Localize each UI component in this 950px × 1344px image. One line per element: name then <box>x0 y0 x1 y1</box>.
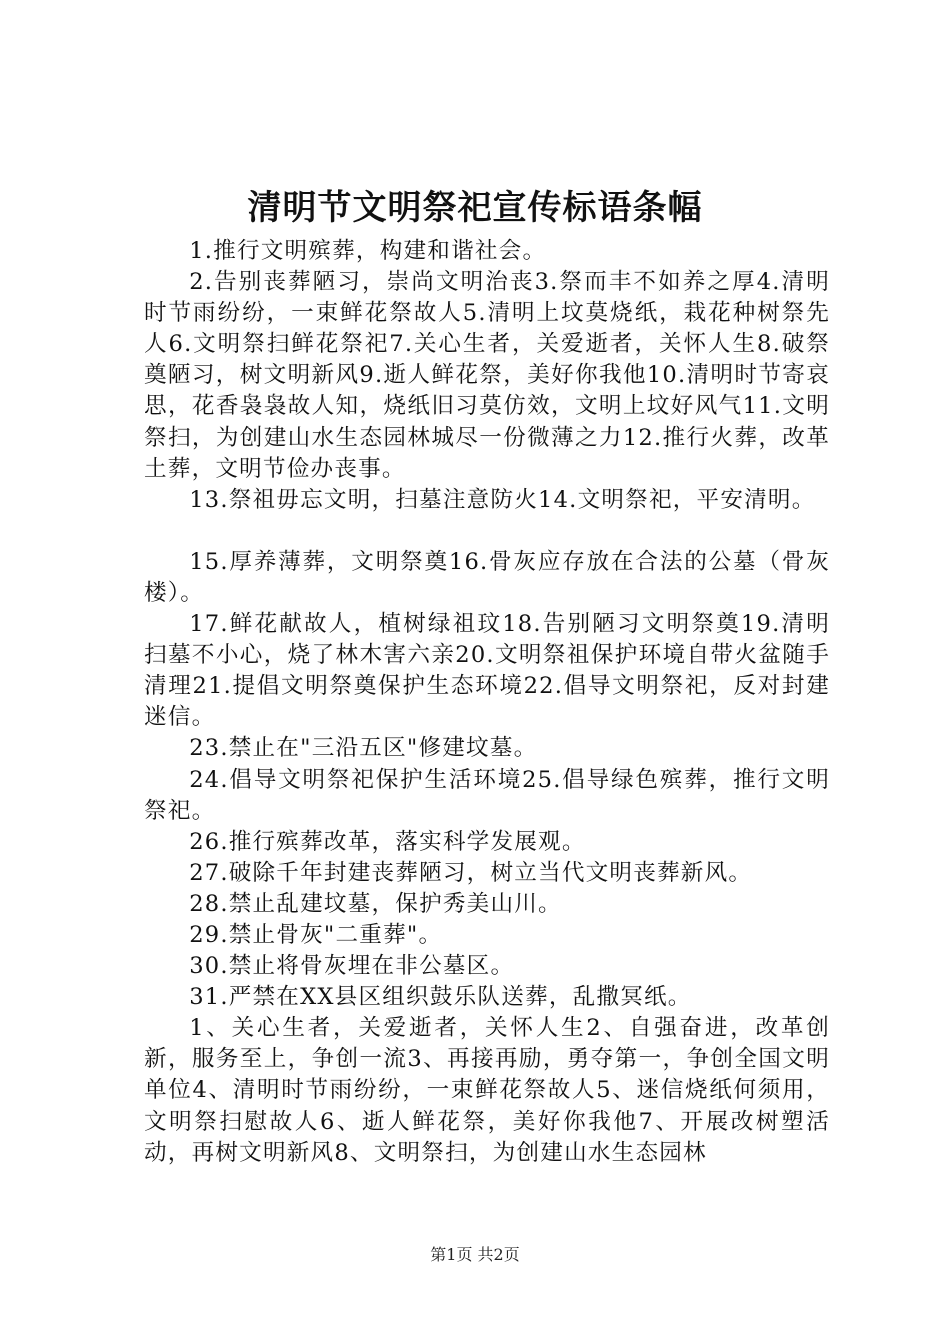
paragraph-1: 1.推行文明殡葬，构建和谐社会。 <box>189 238 547 264</box>
document-body <box>144 236 830 1169</box>
paragraph-14: 1、关心生者，关爱逝者，关怀人生2、自强奋进，改革创新，服务至上，争创一流3、再接再励，勇夺第一，争创全国文明单位4、清明时节雨纷纷，一束鲜花祭故人5、迷信烧纸何须用，文明祭扫慰故人6、逝人鲜花祭，美好你我他7、开展改树塑活动，再树文明新风8、文明祭扫，为创建山水生态园林 <box>144 1015 830 1166</box>
paragraph-5: 17.鲜花献故人，植树绿祖玟18.告别陋习文明祭奠19.清明扫墓不小心，烧了林木害六亲20.文明祭祖保护环境自带火盆随手清理21.提倡文明祭奠保护生态环境22.倡导文明祭祀，反对封建迷信。 <box>144 611 830 731</box>
page-footer: 第1页 共2页 <box>430 1245 520 1264</box>
paragraph-9: 27.破除千年封建丧葬陋习，树立当代文明丧葬新风。 <box>189 859 753 886</box>
document-title: 清明节文明祭祀宣传标语条幅 <box>247 188 703 228</box>
paragraph-6: 23.禁止在"三沿五区"修建坟墓。 <box>189 735 538 762</box>
paragraph-13: 31.严禁在XX县区组织鼓乐队送葬，乱撒冥纸。 <box>189 984 692 1011</box>
blank-line <box>144 516 830 547</box>
paragraph-11: 29.禁止骨灰"二重葬"。 <box>189 921 443 948</box>
paragraph-3: 13.祭祖毋忘文明，扫墓注意防火14.文明祭祀，平安清明。 <box>189 486 816 513</box>
paragraph-4: 15.厚养薄葬，文明祭奠16.骨灰应存放在合法的公墓（骨灰楼）。 <box>144 548 830 606</box>
paragraph-7: 24.倡导文明祭祀保护生活环境25.倡导绿色殡葬，推行文明祭祀。 <box>144 766 830 824</box>
paragraph-2: 2.告别丧葬陋习，崇尚文明治丧3.祭而丰不如养之厚4.清明时节雨纷纷，一束鲜花祭故人5.清明上坟莫烧纸，栽花种树祭先人6.文明祭扫鲜花祭祀7.关心生者，关爱逝者，关怀人生8.破祭奠陋习，树文明新风9.逝人鲜花祭，美好你我他10.清明时节寄哀思，花香袅袅故人知，烧纸旧习莫仿效，文明上坟好风气11.文明祭扫，为创建山水生态园林城尽一份微薄之力12.推行火葬，改革土葬，文明节俭办丧事。 <box>144 269 830 482</box>
paragraph-8: 26.推行殡葬改革，落实科学发展观。 <box>189 828 586 855</box>
paragraph-12: 30.禁止将骨灰埋在非公墓区。 <box>189 953 515 980</box>
paragraph-10: 28.禁止乱建坟墓，保护秀美山川。 <box>189 890 562 917</box>
